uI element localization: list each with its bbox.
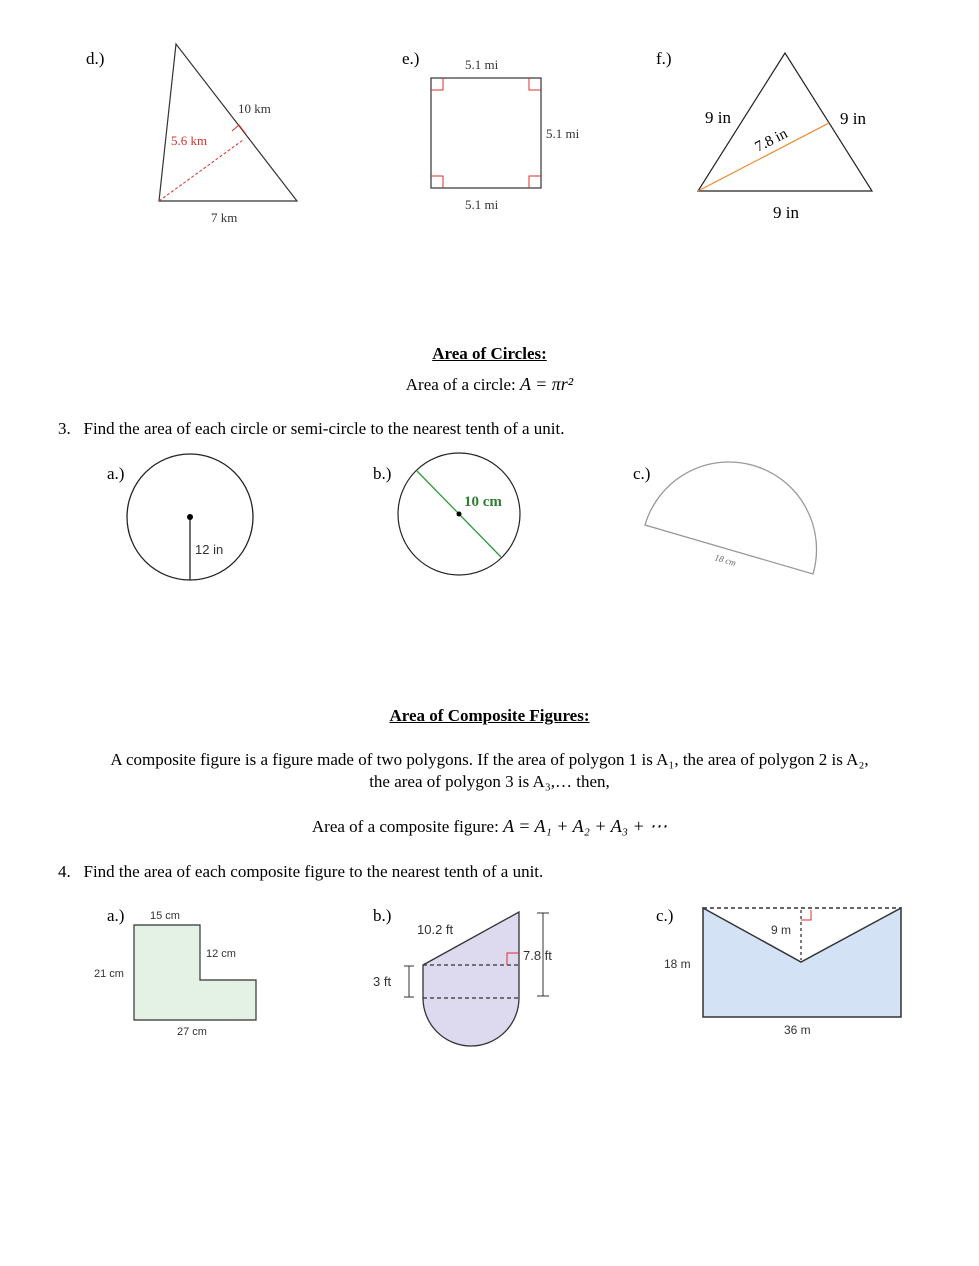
composite-b (373, 912, 552, 1046)
composite-a-outline (134, 925, 256, 1020)
circles-formula-prefix: Area of a circle: (405, 375, 520, 394)
composite-b-height-text: 7.8 ft (523, 948, 552, 963)
circle-b-diameter-text: 10 cm (464, 494, 502, 510)
composite-c (664, 908, 901, 1037)
triangle-d-height-text: 5.6 km (171, 133, 208, 148)
figure-e-label: e.) (402, 49, 420, 68)
composite-c-height-text: 18 m (664, 957, 691, 971)
composite-a-label: a.) (107, 906, 125, 925)
figure-f-label: f.) (656, 49, 672, 68)
composite-definition-line1: A composite figure is a figure made of two polygons. If the area of polygon 1 is A₁, the area of polygon 2 is A₂, (110, 750, 869, 769)
circle-a-radius-text: 12 in (195, 542, 224, 557)
composite-formula: A = A₁ + A₂ + A₃ + ⋯ (503, 816, 668, 836)
triangle-f-base-text: 9 in (773, 203, 799, 222)
square-e-top-text: 5.1 mi (465, 57, 499, 72)
composite-a-inner-text: 12 cm (206, 948, 236, 960)
figure-e-square (431, 57, 580, 212)
triangle-d-side-text: 10 km (238, 101, 271, 116)
composite-formula-line (0, 816, 979, 837)
composite-c-label: c.) (656, 906, 674, 925)
square-e-right-text: 5.1 mi (546, 126, 580, 141)
composite-c-depth-text: 9 m (771, 923, 792, 937)
triangle-f-right-text: 9 in (840, 109, 866, 128)
composite-b-slant-text: 10.2 ft (417, 922, 454, 937)
semicircle-c-diameter-text: 18 cm (713, 552, 738, 568)
composite-b-left-text: 3 ft (373, 974, 392, 989)
circle-b-label: b.) (373, 464, 392, 483)
composite-a-top-text: 15 cm (150, 910, 180, 922)
figure-d-label: d.) (86, 49, 105, 68)
triangle-d-height (159, 140, 243, 201)
circle-a-center (187, 514, 193, 520)
triangle-d-outline (159, 44, 297, 201)
composite-definition-line2: the area of polygon 3 is A₃,… then, (369, 772, 610, 791)
composite-c-width-text: 36 m (784, 1023, 811, 1037)
composite-b-label: b.) (373, 906, 392, 925)
circle-b-center (457, 512, 462, 517)
composite-a-bottom-text: 27 cm (177, 1026, 207, 1038)
semicircle-c (645, 462, 816, 574)
composite-heading: Area of Composite Figures: (389, 706, 590, 725)
figure-f-triangle (698, 53, 872, 222)
triangle-f-height-text: 7.8 in (752, 125, 791, 156)
triangle-d-base-text: 7 km (211, 210, 238, 225)
question-4: 4. Find the area of each composite figure to the nearest tenth of a unit. (58, 862, 544, 881)
square-e-outline (431, 78, 541, 188)
figure-d-triangle (159, 44, 297, 225)
composite-c-outline (703, 908, 901, 1017)
composite-a-left-text: 21 cm (94, 968, 124, 980)
circle-a-label: a.) (107, 464, 125, 483)
circles-formula-line (0, 374, 979, 395)
triangle-f-height (698, 123, 829, 191)
circle-c-label: c.) (633, 464, 651, 483)
square-e-bottom-text: 5.1 mi (465, 197, 499, 212)
question-3: 3. Find the area of each circle or semi-circle to the nearest tenth of a unit. (58, 419, 565, 438)
circles-heading: Area of Circles: (432, 344, 547, 363)
circle-a (127, 454, 253, 580)
circles-formula: A = πr² (519, 374, 574, 394)
circle-b (398, 453, 520, 575)
composite-formula-prefix: Area of a composite figure: (311, 817, 504, 836)
composite-a (94, 910, 256, 1038)
triangle-f-left-text: 9 in (705, 108, 731, 127)
